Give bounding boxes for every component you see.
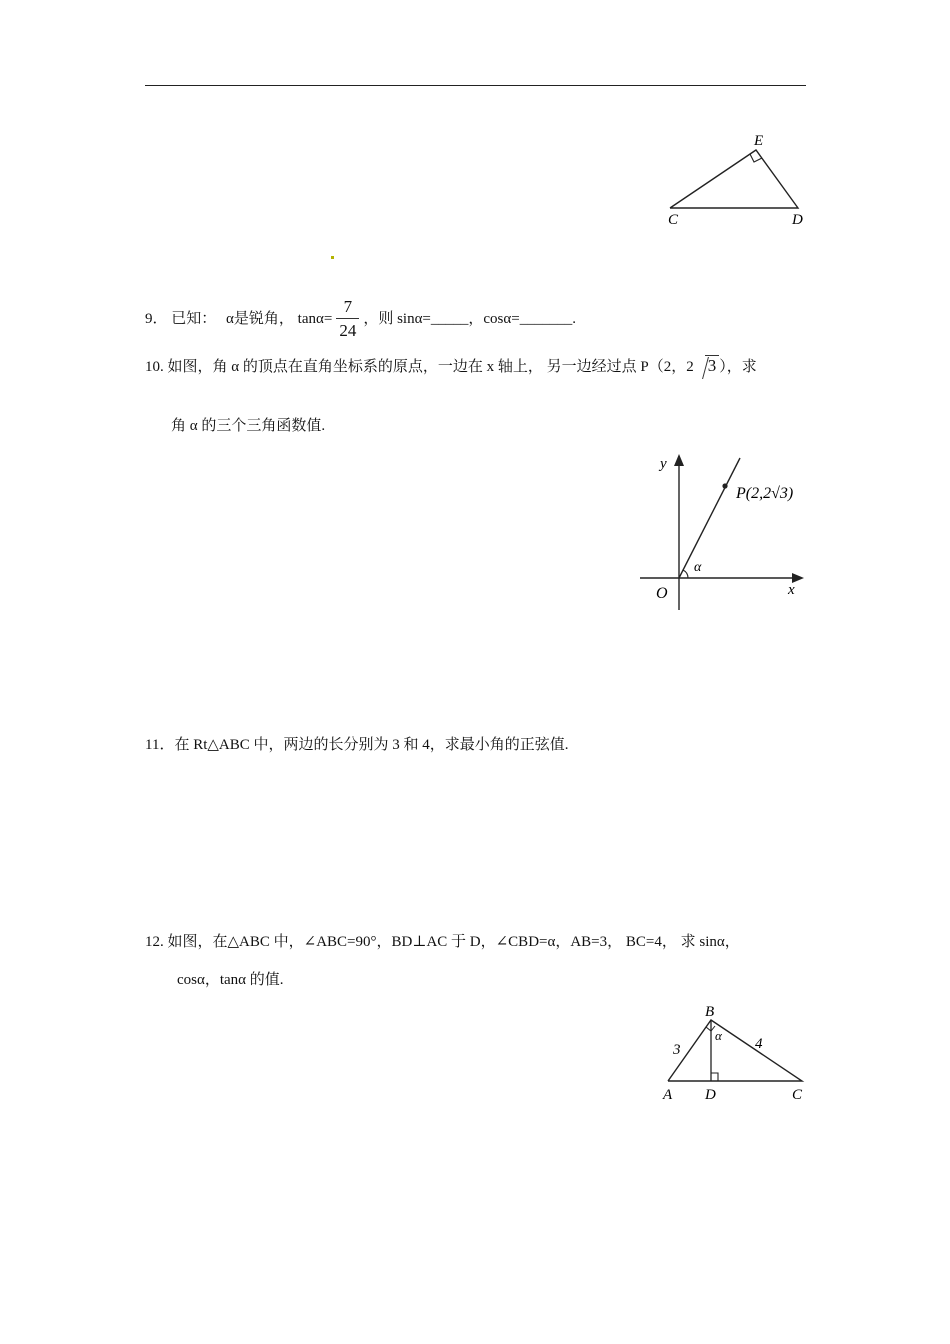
q12-line1: 12. 如图，在△ABC 中，∠ABC=90°，BD⊥AC 于 D，∠CBD=α，AB=3， BC=4， 求 sinα， (145, 934, 740, 950)
q9-rest: ，则 sinα=_____，cosα=_______. (363, 310, 576, 327)
q9-number: 9． (145, 310, 168, 327)
label-c2: C (792, 1087, 803, 1103)
q9-acute: 是锐角， (233, 310, 294, 327)
y-axis-arrow (674, 454, 684, 466)
header-rule (145, 85, 806, 86)
q9-tan: tanα= (297, 310, 333, 327)
label-o: O (656, 585, 668, 602)
question-12-line-1 (145, 932, 740, 952)
q10-sqrt (696, 355, 720, 376)
label-y: y (660, 456, 667, 472)
label-e: E (754, 133, 764, 149)
right-angle-mark-d (711, 1073, 718, 1081)
q10-sqrt-arg: 3 (705, 355, 720, 376)
label-ab-length: 3 (673, 1042, 681, 1058)
q11-text: 11．在 Rt△ABC 中，两边的长分别为 3 和 4，求最小角的正弦值. (145, 737, 569, 753)
question-10-line-1 (145, 355, 757, 377)
q9-given: 已知： (171, 310, 217, 327)
stray-dot (331, 256, 334, 259)
q9-fraction (336, 296, 359, 343)
q9-alpha: α (226, 310, 234, 327)
label-d2: D (705, 1087, 716, 1103)
label-d: D (792, 212, 803, 228)
question-11 (145, 735, 569, 755)
figure-triangle-cde (660, 128, 810, 232)
question-10-line-2 (171, 416, 325, 436)
label-x: x (788, 582, 795, 598)
label-bc-length: 4 (755, 1036, 763, 1052)
q12-line2: cosα，tanα 的值. (177, 972, 284, 988)
label-a: A (663, 1087, 673, 1103)
q9-frac-den: 24 (339, 321, 357, 340)
terminal-ray (679, 458, 740, 578)
figure-triangle-abc (655, 1000, 815, 1108)
label-b: B (705, 1004, 715, 1020)
angle-arc (683, 570, 688, 578)
question-12-line-2 (177, 970, 284, 990)
q9-frac-num: 7 (336, 296, 359, 319)
label-alpha: α (694, 560, 702, 575)
question-9 (145, 296, 576, 343)
triangle-abc-shape (668, 1020, 802, 1081)
q10-line2: 角 α 的三个三角函数值. (171, 418, 326, 434)
triangle-cde-shape (670, 150, 798, 208)
label-p: P(2,2√3) (736, 485, 794, 502)
q10-line1-a: 10. 如图，角 α 的顶点在直角坐标系的原点，一边在 x 轴上， 另一边经过点 P（2，2 (145, 359, 694, 375)
q10-line1-b: ），求 (719, 359, 757, 375)
label-c: C (668, 212, 679, 228)
point-p (722, 483, 727, 488)
figure-axes-point-p (636, 448, 812, 612)
label-alpha2: α (715, 1028, 722, 1043)
